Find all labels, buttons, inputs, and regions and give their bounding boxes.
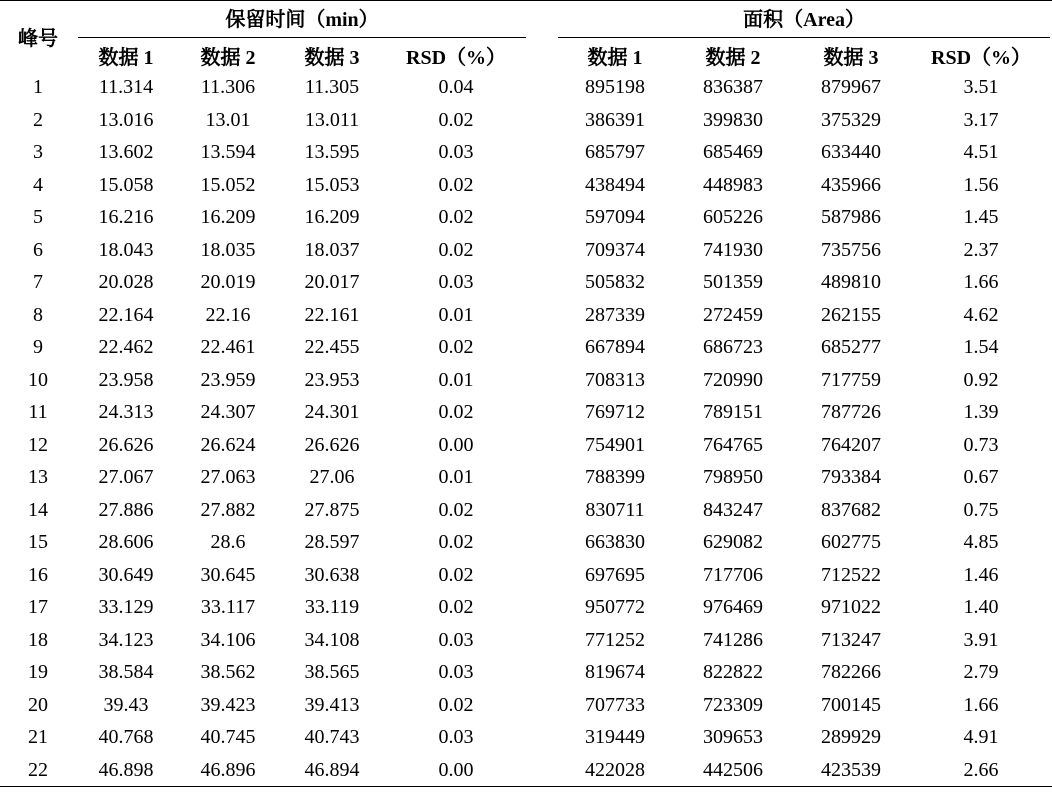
- area-data1-cell: 707733: [585, 693, 646, 716]
- rt-data3-cell: 16.209: [304, 206, 360, 228]
- rt-data2-cell: 39.423: [200, 693, 256, 716]
- area-data2-cell: 685469: [703, 141, 764, 163]
- rt-data1-cell: 34.123: [98, 628, 154, 651]
- row-gap: [528, 396, 556, 429]
- area-data1-cell: 708313: [585, 368, 646, 391]
- table-row: [0, 624, 1052, 657]
- rt-data1-cell: 20.028: [98, 271, 154, 293]
- rt-data2-cell: 46.896: [176, 754, 280, 787]
- rt-data1-cell: 27.886: [98, 498, 154, 521]
- rt-rsd-cell: 0.02: [438, 596, 474, 618]
- rt-rsd-header: RSD（%）: [406, 46, 507, 69]
- row-gap: [528, 494, 556, 527]
- area-rsd-cell: 1.45: [963, 206, 999, 228]
- area-data1-cell: 771252: [585, 628, 646, 651]
- rt-data3-cell: 33.119: [304, 596, 360, 618]
- rt-rsd-cell: 0.03: [438, 141, 474, 163]
- peak-number-cell: 14: [28, 498, 48, 521]
- area-rsd-header: RSD（%）: [931, 46, 1032, 69]
- area-data1-header: 数据 1: [587, 46, 643, 69]
- peak-number-cell: 18: [28, 628, 48, 651]
- row-gap: [528, 234, 556, 267]
- area-data3-cell: 685277: [821, 336, 882, 358]
- area-data1-cell: 950772: [585, 596, 646, 618]
- area-rsd-cell: 2.37: [963, 238, 999, 261]
- rt-data1-cell: 22.462: [98, 336, 154, 358]
- area-rsd-cell: 1.54: [963, 336, 999, 358]
- table-row: [0, 656, 1052, 689]
- rt-data3-cell: 40.743: [304, 726, 360, 748]
- area-data3-header: 数据 3: [823, 46, 879, 69]
- rt-data2-cell: 13.594: [200, 141, 256, 163]
- rt-data1-cell: 13.602: [98, 141, 154, 163]
- retention-time-group-label: 保留时间（min）: [225, 8, 379, 31]
- table-row: [0, 201, 1052, 234]
- area-data2-cell: 442506: [674, 754, 792, 787]
- table-row: [0, 169, 1052, 202]
- header-row-columns: [0, 39, 1052, 71]
- rt-rsd-cell: 0.00: [384, 754, 528, 787]
- area-data3-cell: 787726: [821, 401, 882, 423]
- rt-data3-cell: 13.595: [304, 141, 360, 163]
- area-rsd-cell: 3.17: [963, 108, 999, 131]
- area-data1-cell: 830711: [585, 498, 645, 521]
- row-gap: [528, 461, 556, 494]
- area-rsd-cell: 4.51: [963, 141, 999, 163]
- area-data1-cell: 438494: [585, 173, 646, 196]
- rt-rsd-cell: 0.02: [438, 206, 474, 228]
- table-row: [0, 331, 1052, 364]
- rt-data2-cell: 28.6: [210, 531, 246, 553]
- area-data1-cell: 819674: [585, 661, 646, 683]
- rt-data2-cell: 22.461: [200, 336, 256, 358]
- rt-rsd-cell: 0.02: [438, 108, 474, 131]
- area-group-label: 面积（Area）: [743, 8, 865, 31]
- rt-data3-cell: 22.455: [304, 336, 360, 358]
- area-data3-cell: 375329: [821, 108, 882, 131]
- rt-data1-cell: 15.058: [98, 173, 154, 196]
- area-data3-cell: 633440: [821, 141, 882, 163]
- rt-data2-cell: 20.019: [200, 271, 256, 293]
- rt-data2-cell: 16.209: [200, 206, 256, 228]
- peak-number-cell: 20: [28, 693, 48, 716]
- area-data2-cell: 605226: [703, 206, 764, 228]
- peak-number-cell: 10: [28, 368, 48, 391]
- area-data2-cell: 717706: [703, 563, 764, 586]
- rt-rsd-cell: 0.03: [438, 628, 474, 651]
- row-gap: [528, 591, 556, 624]
- rt-data2-cell: 13.01: [205, 108, 251, 131]
- rt-data1-cell: 11.314: [98, 76, 154, 98]
- area-data3-cell: 712522: [821, 563, 882, 586]
- row-gap: [528, 266, 556, 299]
- rt-data2-cell: 27.063: [200, 466, 256, 488]
- rt-rsd-cell: 0.02: [438, 401, 474, 423]
- table-row: [0, 71, 1052, 104]
- row-gap: [528, 331, 556, 364]
- peak-number-cell: 21: [28, 726, 48, 748]
- area-data3-cell: 602775: [821, 531, 882, 553]
- rt-rsd-cell: 0.01: [438, 466, 474, 488]
- rt-data3-cell: 13.011: [304, 108, 360, 131]
- area-data1-cell: 663830: [585, 531, 646, 553]
- table-row: [0, 234, 1052, 267]
- rt-data3-cell: 20.017: [304, 271, 360, 293]
- rt-rsd-cell: 0.03: [438, 661, 474, 683]
- row-gap: [528, 624, 556, 657]
- table-body: [0, 71, 1052, 787]
- area-rsd-cell: 3.51: [963, 76, 999, 98]
- area-rsd-cell: 0.92: [963, 368, 999, 391]
- area-rsd-cell: 1.39: [963, 401, 999, 423]
- rt-data3-cell: 30.638: [304, 563, 360, 586]
- peak-number-header: 峰号: [0, 1, 76, 72]
- area-rsd-cell: 1.66: [963, 693, 999, 716]
- rt-data2-cell: 11.306: [200, 76, 256, 98]
- rt-rsd-cell: 0.02: [438, 563, 474, 586]
- area-data1-cell: 505832: [585, 271, 646, 293]
- rt-rsd-cell: 0.04: [438, 76, 474, 98]
- row-gap: [528, 429, 556, 462]
- rt-data2-cell: 23.959: [200, 368, 256, 391]
- rt-rsd-cell: 0.02: [438, 531, 474, 553]
- rt-data1-cell: 24.313: [98, 401, 154, 423]
- area-data2-cell: 629082: [703, 531, 764, 553]
- area-data2-cell: 720990: [703, 368, 764, 391]
- row-gap: [528, 201, 556, 234]
- area-data3-cell: 700145: [821, 693, 882, 716]
- peak-number-cell: 2: [33, 108, 43, 131]
- area-data3-cell: 782266: [821, 661, 882, 683]
- area-rsd-cell: 0.75: [963, 498, 999, 521]
- area-data3-cell: 717759: [821, 368, 882, 391]
- area-data3-cell: 793384: [821, 466, 882, 488]
- table-row: [0, 494, 1052, 527]
- area-data2-cell: 822822: [703, 661, 764, 683]
- area-rsd-cell: 1.56: [963, 173, 999, 196]
- rt-rsd-cell: 0.02: [438, 693, 474, 716]
- rt-data2-cell: 38.562: [200, 661, 256, 683]
- area-data3-cell: 879967: [821, 76, 882, 98]
- rt-data1-cell: 28.606: [98, 531, 154, 553]
- rt-data3-cell: 28.597: [304, 531, 360, 553]
- rt-data3-cell: 18.037: [304, 238, 360, 261]
- rt-data2-header: 数据 2: [200, 46, 256, 69]
- area-data3-cell: 735756: [821, 238, 882, 261]
- area-data3-cell: 289929: [821, 726, 882, 748]
- area-data2-cell: 798950: [703, 466, 764, 488]
- area-data2-cell: 764765: [703, 433, 764, 456]
- area-rsd-cell: 1.46: [963, 563, 999, 586]
- peak-number-cell: 7: [33, 271, 43, 293]
- table-row: [0, 266, 1052, 299]
- rt-data1-cell: 33.129: [98, 596, 154, 618]
- area-data2-cell: 836387: [703, 76, 764, 98]
- rt-rsd-cell: 0.02: [438, 336, 474, 358]
- area-rsd-cell: 4.85: [963, 531, 999, 553]
- area-data2-cell: 976469: [703, 596, 764, 618]
- row-gap: [528, 364, 556, 397]
- row-gap: [528, 754, 556, 787]
- area-data1-cell: 386391: [585, 108, 646, 131]
- area-rsd-cell: 1.40: [963, 596, 999, 618]
- rt-data3-cell: 34.108: [304, 628, 360, 651]
- row-gap: [528, 721, 556, 754]
- table-row: [0, 396, 1052, 429]
- area-rsd-cell: 2.79: [963, 661, 999, 683]
- rt-data1-cell: 23.958: [98, 368, 154, 391]
- area-data1-cell: 597094: [585, 206, 646, 228]
- rt-data1-cell: 46.898: [76, 754, 176, 787]
- header-row-groups: [0, 1, 1052, 40]
- rt-data1-cell: 27.067: [98, 466, 154, 488]
- rt-data2-cell: 40.745: [200, 726, 256, 748]
- rt-rsd-cell: 0.02: [438, 498, 474, 521]
- area-data2-cell: 448983: [703, 173, 764, 196]
- area-data2-cell: 501359: [703, 271, 764, 293]
- area-data2-cell: 843247: [703, 498, 764, 521]
- rt-data2-cell: 27.882: [200, 498, 256, 521]
- retention-time-group-header: [76, 1, 528, 40]
- area-data2-cell: 686723: [703, 336, 764, 358]
- area-data3-cell: 435966: [821, 173, 882, 196]
- rt-data2-cell: 24.307: [200, 401, 256, 423]
- rt-rsd-cell: 0.02: [438, 173, 474, 196]
- row-gap: [528, 104, 556, 137]
- area-data1-cell: 754901: [585, 433, 646, 456]
- area-data1-cell: 788399: [585, 466, 646, 488]
- peak-number-cell: 4: [33, 173, 43, 196]
- rt-data1-cell: 13.016: [98, 108, 154, 131]
- area-data2-cell: 741930: [703, 238, 764, 261]
- area-data1-cell: 709374: [585, 238, 646, 261]
- peak-number-cell: 15: [28, 531, 48, 553]
- rt-data3-cell: 27.06: [309, 466, 355, 488]
- peak-number-cell: 17: [28, 596, 48, 618]
- area-data3-cell: 262155: [821, 303, 882, 326]
- header-gap: [528, 39, 556, 71]
- area-data3-cell: 764207: [821, 433, 882, 456]
- table-row: [0, 591, 1052, 624]
- rt-data3-cell: 26.626: [304, 433, 360, 456]
- rt-data3-header: 数据 3: [304, 46, 360, 69]
- rt-data2-cell: 33.117: [200, 596, 256, 618]
- peak-number-cell: 16: [28, 563, 48, 586]
- area-data1-cell: 422028: [556, 754, 674, 787]
- area-rsd-cell: 4.91: [963, 726, 999, 748]
- area-rsd-cell: 0.73: [963, 433, 999, 456]
- rt-data3-cell: 27.875: [304, 498, 360, 521]
- area-data2-cell: 723309: [703, 693, 764, 716]
- row-gap: [528, 71, 556, 104]
- area-data1-cell: 685797: [585, 141, 646, 163]
- area-rsd-cell: 2.66: [910, 754, 1052, 787]
- rt-data3-cell: 23.953: [304, 368, 360, 391]
- area-data3-cell: 489810: [821, 271, 882, 293]
- area-data2-cell: 309653: [703, 726, 764, 748]
- area-data3-cell: 587986: [821, 206, 882, 228]
- rt-data1-header: 数据 1: [98, 46, 154, 69]
- rt-data1-cell: 26.626: [98, 433, 154, 456]
- peak-number-cell: 6: [33, 238, 43, 261]
- table-row: [0, 104, 1052, 137]
- area-data3-cell: 837682: [821, 498, 882, 521]
- rt-data3-cell: 15.053: [304, 173, 360, 196]
- rt-data1-cell: 18.043: [98, 238, 154, 261]
- rt-rsd-cell: 0.01: [438, 368, 474, 391]
- rt-data2-cell: 22.16: [205, 303, 251, 326]
- rt-data3-cell: 24.301: [304, 401, 360, 423]
- area-data2-cell: 399830: [703, 108, 764, 131]
- group-gap: [528, 1, 556, 40]
- peak-number-cell: 5: [33, 206, 43, 228]
- row-gap: [528, 136, 556, 169]
- rt-data1-cell: 16.216: [98, 206, 154, 228]
- rt-data1-cell: 40.768: [98, 726, 154, 748]
- area-data3-cell: 971022: [821, 596, 882, 618]
- table-row: [0, 429, 1052, 462]
- area-data2-cell: 741286: [703, 628, 764, 651]
- row-gap: [528, 559, 556, 592]
- area-data3-cell: 713247: [821, 628, 882, 651]
- area-data1-cell: 769712: [585, 401, 646, 423]
- area-data1-cell: 667894: [585, 336, 646, 358]
- peak-number-cell: 11: [28, 401, 48, 423]
- peak-number-cell: 3: [33, 141, 43, 163]
- rt-data3-cell: 39.413: [304, 693, 360, 716]
- rt-rsd-cell: 0.01: [438, 303, 474, 326]
- rt-data1-cell: 30.649: [98, 563, 154, 586]
- peak-number-cell: 22: [0, 754, 76, 787]
- row-gap: [528, 526, 556, 559]
- area-rsd-cell: 4.62: [963, 303, 999, 326]
- row-gap: [528, 689, 556, 722]
- area-data2-cell: 272459: [703, 303, 764, 326]
- table-row: [0, 299, 1052, 332]
- rt-rsd-cell: 0.02: [438, 238, 474, 261]
- rt-data2-cell: 26.624: [200, 433, 256, 456]
- table-row: [0, 136, 1052, 169]
- peak-number-cell: 8: [33, 303, 43, 326]
- area-rsd-cell: 3.91: [963, 628, 999, 651]
- rt-data1-cell: 22.164: [98, 303, 154, 326]
- table-row: [0, 689, 1052, 722]
- table-row: [0, 461, 1052, 494]
- rt-data3-cell: 46.894: [280, 754, 384, 787]
- rt-data2-cell: 15.052: [200, 173, 256, 196]
- table-row: [0, 754, 1052, 787]
- table-row: [0, 559, 1052, 592]
- row-gap: [528, 299, 556, 332]
- rt-data2-cell: 18.035: [200, 238, 256, 261]
- area-data1-cell: 895198: [585, 76, 646, 98]
- area-rsd-cell: 0.67: [963, 466, 999, 488]
- peak-number-cell: 9: [33, 336, 43, 358]
- area-data1-cell: 287339: [585, 303, 646, 326]
- rt-data2-cell: 30.645: [200, 563, 256, 586]
- area-group-header: [556, 1, 1052, 40]
- area-data3-cell: 423539: [792, 754, 910, 787]
- rt-data2-cell: 34.106: [200, 628, 256, 651]
- area-data1-cell: 697695: [585, 563, 646, 586]
- rt-data3-cell: 11.305: [304, 76, 360, 98]
- area-data2-header: 数据 2: [705, 46, 761, 69]
- row-gap: [528, 169, 556, 202]
- table-row: [0, 721, 1052, 754]
- peak-number-cell: 12: [28, 433, 48, 456]
- rt-data1-cell: 38.584: [98, 661, 154, 683]
- rt-rsd-cell: 0.00: [438, 433, 474, 456]
- area-data2-cell: 789151: [703, 401, 764, 423]
- rt-rsd-cell: 0.03: [438, 271, 474, 293]
- rt-rsd-cell: 0.03: [438, 726, 474, 748]
- row-gap: [528, 656, 556, 689]
- area-rsd-cell: 1.66: [963, 271, 999, 293]
- rt-data1-cell: 39.43: [103, 693, 149, 716]
- area-data1-cell: 319449: [585, 726, 646, 748]
- table-row: [0, 364, 1052, 397]
- rt-data3-cell: 38.565: [304, 661, 360, 683]
- peak-number-cell: 19: [28, 661, 48, 683]
- rt-data3-cell: 22.161: [304, 303, 360, 326]
- peak-number-cell: 13: [28, 466, 48, 488]
- table-row: [0, 526, 1052, 559]
- peak-number-cell: 1: [33, 76, 43, 98]
